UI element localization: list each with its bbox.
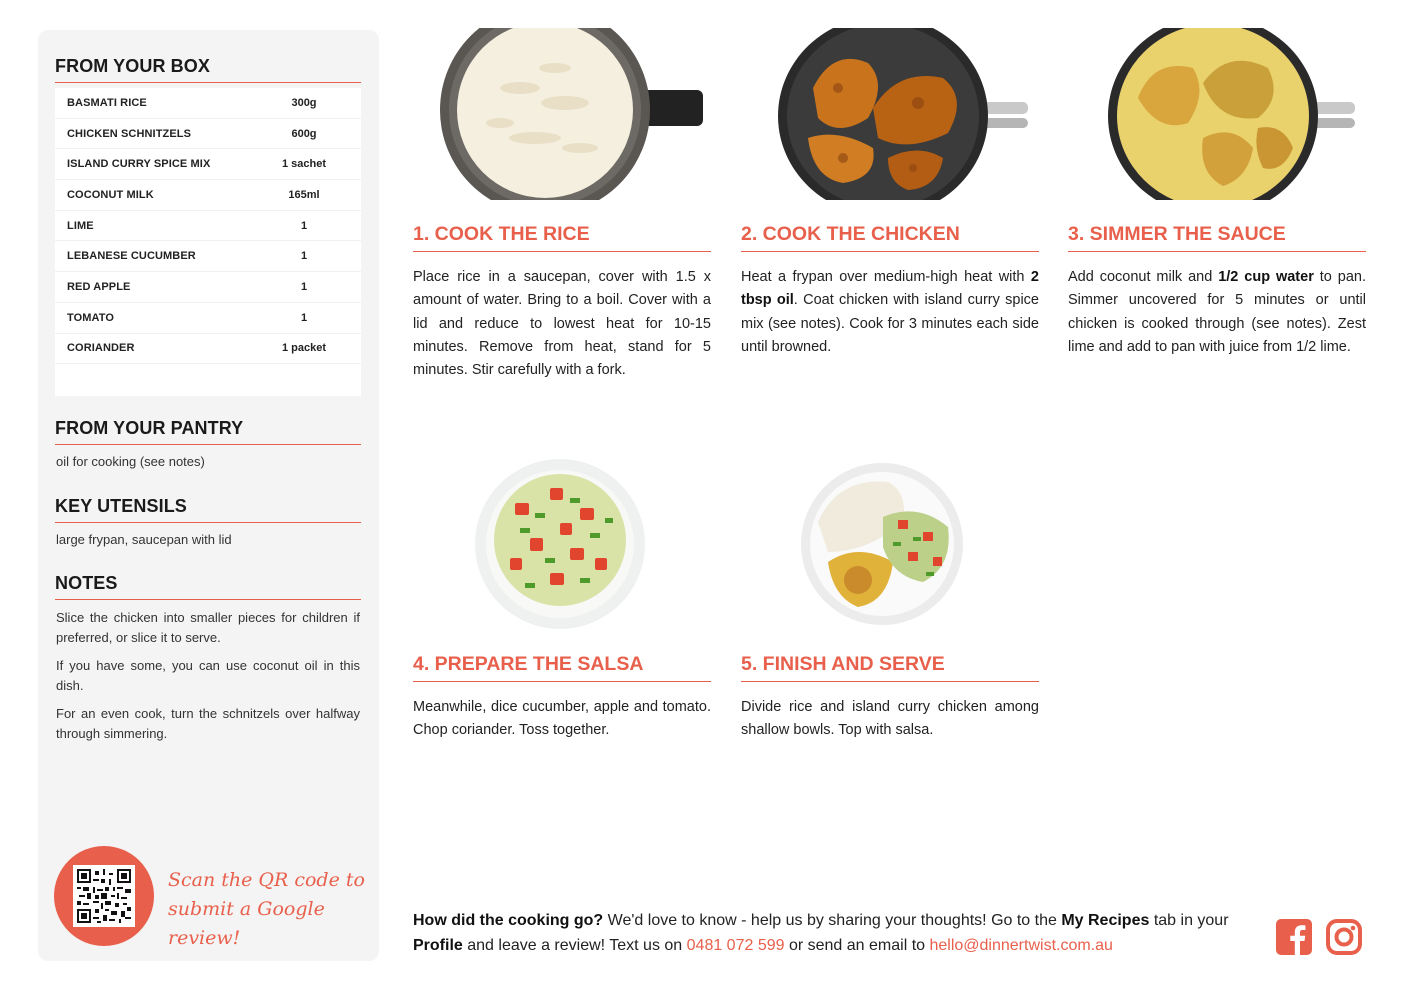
rice-pot-photo: [440, 28, 705, 200]
footer-text: or send an email to: [784, 937, 930, 954]
step-3-text-part: Add coconut milk and: [1068, 269, 1219, 285]
step-5-title: 5. FINISH AND SERVE: [741, 653, 1039, 682]
step-3-text: [1068, 266, 1366, 359]
ingredient-row: [55, 180, 361, 211]
ingredient-name: COCONUT MILK: [67, 188, 154, 201]
ingredient-name: LIME: [67, 219, 94, 232]
step-4-text: Meanwhile, dice cucumber, apple and tomato. Chop coriander. Toss together.: [413, 699, 711, 739]
note-item: If you have some, you can use coconut oil in this dish.: [56, 658, 360, 693]
ingredient-row: [55, 241, 361, 272]
profile-label: Profile: [413, 937, 463, 954]
step-2-text-part: . Coat chicken with island curry spice mix (see notes). Cook for 3 minutes each side until browned.: [741, 292, 1039, 355]
ingredient-qty: 1: [300, 219, 308, 232]
step-2-title: 2. COOK THE CHICKEN: [741, 223, 1039, 252]
pantry-text: oil for cooking (see notes): [56, 454, 205, 469]
qr-prompt-line: submit a Google review!: [168, 898, 325, 949]
qr-code-icon[interactable]: [73, 865, 135, 927]
ingredient-qty: 1 packet: [281, 342, 327, 355]
ingredients-table: [55, 88, 361, 396]
instagram-icon[interactable]: [1326, 919, 1362, 955]
step-4-title: 4. PREPARE THE SALSA: [413, 653, 711, 682]
step-2-bold: 2 tbsp oil: [741, 269, 1039, 309]
ingredient-row: [55, 149, 361, 180]
ingredient-name: CORIANDER: [67, 342, 135, 355]
footer-text: and leave a review! Text us on: [462, 937, 687, 954]
footer-text: tab in your: [1149, 912, 1229, 929]
feedback-footer: [413, 908, 1263, 958]
ingredient-name: RED APPLE: [67, 280, 131, 293]
utensils-heading: KEY UTENSILS: [55, 496, 361, 523]
finished-plate-photo: [798, 462, 968, 627]
salsa-bowl-photo: [470, 458, 650, 630]
chicken-frypan-photo: [778, 28, 1033, 200]
qr-review-prompt: [168, 866, 368, 953]
facebook-icon[interactable]: [1276, 919, 1312, 955]
ingredient-qty: 1: [300, 280, 308, 293]
ingredient-row: [55, 211, 361, 242]
ingredient-name: BASMATI RICE: [67, 96, 147, 109]
ingredient-row: [55, 119, 361, 150]
ingredients-sidebar: [38, 30, 379, 961]
ingredient-qty: 300g: [291, 96, 317, 109]
ingredient-row: [55, 334, 361, 365]
step-3-title: 3. SIMMER THE SAUCE: [1068, 223, 1366, 252]
step-3-bold: 1/2 cup water: [1218, 269, 1314, 285]
step-3-text-part: to pan. Simmer uncovered for 5 minutes or until chicken is cooked through (see notes). Zest lime and add to pan with juice from 1/2 lime.: [1068, 269, 1366, 355]
note-item: Slice the chicken into smaller pieces for children if preferred, or slice it to serve.: [56, 610, 360, 645]
step-5-text: Divide rice and island curry chicken among shallow bowls. Top with salsa.: [741, 699, 1039, 739]
phone-link[interactable]: 0481 072 599: [686, 937, 785, 954]
ingredient-name: ISLAND CURRY SPICE MIX: [67, 158, 211, 171]
footer-text: We'd love to know - help us by sharing your thoughts! Go to the: [603, 912, 1062, 929]
ingredient-qty: 1: [300, 311, 308, 324]
ingredient-name: CHICKEN SCHNITZELS: [67, 127, 192, 140]
qr-code-badge[interactable]: [54, 846, 154, 946]
ingredient-row: [55, 272, 361, 303]
utensils-text: large frypan, saucepan with lid: [56, 532, 232, 547]
step-2-text: [741, 266, 1039, 359]
notes-heading: NOTES: [55, 573, 361, 600]
pantry-heading: FROM YOUR PANTRY: [55, 418, 361, 445]
ingredient-name: TOMATO: [67, 311, 115, 324]
step-2-text-part: Heat a frypan over medium-high heat with: [741, 269, 1031, 285]
notes-list: [56, 608, 360, 752]
qr-prompt-line: Scan the QR code to: [168, 869, 365, 891]
ingredient-name: LEBANESE CUCUMBER: [67, 250, 196, 263]
step-1-text: Place rice in a saucepan, cover with 1.5 x amount of water. Bring to a boil. Cover with a lid and reduce to lowest heat for 10-15 minutes. Remove from heat, stand for 5 minutes. Stir carefully with a fork.: [413, 269, 711, 379]
ingredient-row: [55, 303, 361, 334]
ingredient-qty: 1: [300, 250, 308, 263]
step-1-title: 1. COOK THE RICE: [413, 223, 711, 252]
footer-question: How did the cooking go?: [413, 912, 604, 929]
my-recipes-label: My Recipes: [1061, 912, 1150, 929]
ingredient-qty: 600g: [291, 127, 317, 140]
ingredient-row: [55, 88, 361, 119]
ingredient-qty: 165ml: [288, 188, 320, 201]
from-your-box-heading: FROM YOUR BOX: [55, 56, 361, 83]
ingredient-qty: 1 sachet: [281, 158, 327, 171]
note-item: For an even cook, turn the schnitzels over halfway through simmering.: [56, 706, 360, 741]
simmer-sauce-photo: [1108, 28, 1358, 200]
email-link[interactable]: hello@dinnertwist.com.au: [929, 937, 1113, 954]
